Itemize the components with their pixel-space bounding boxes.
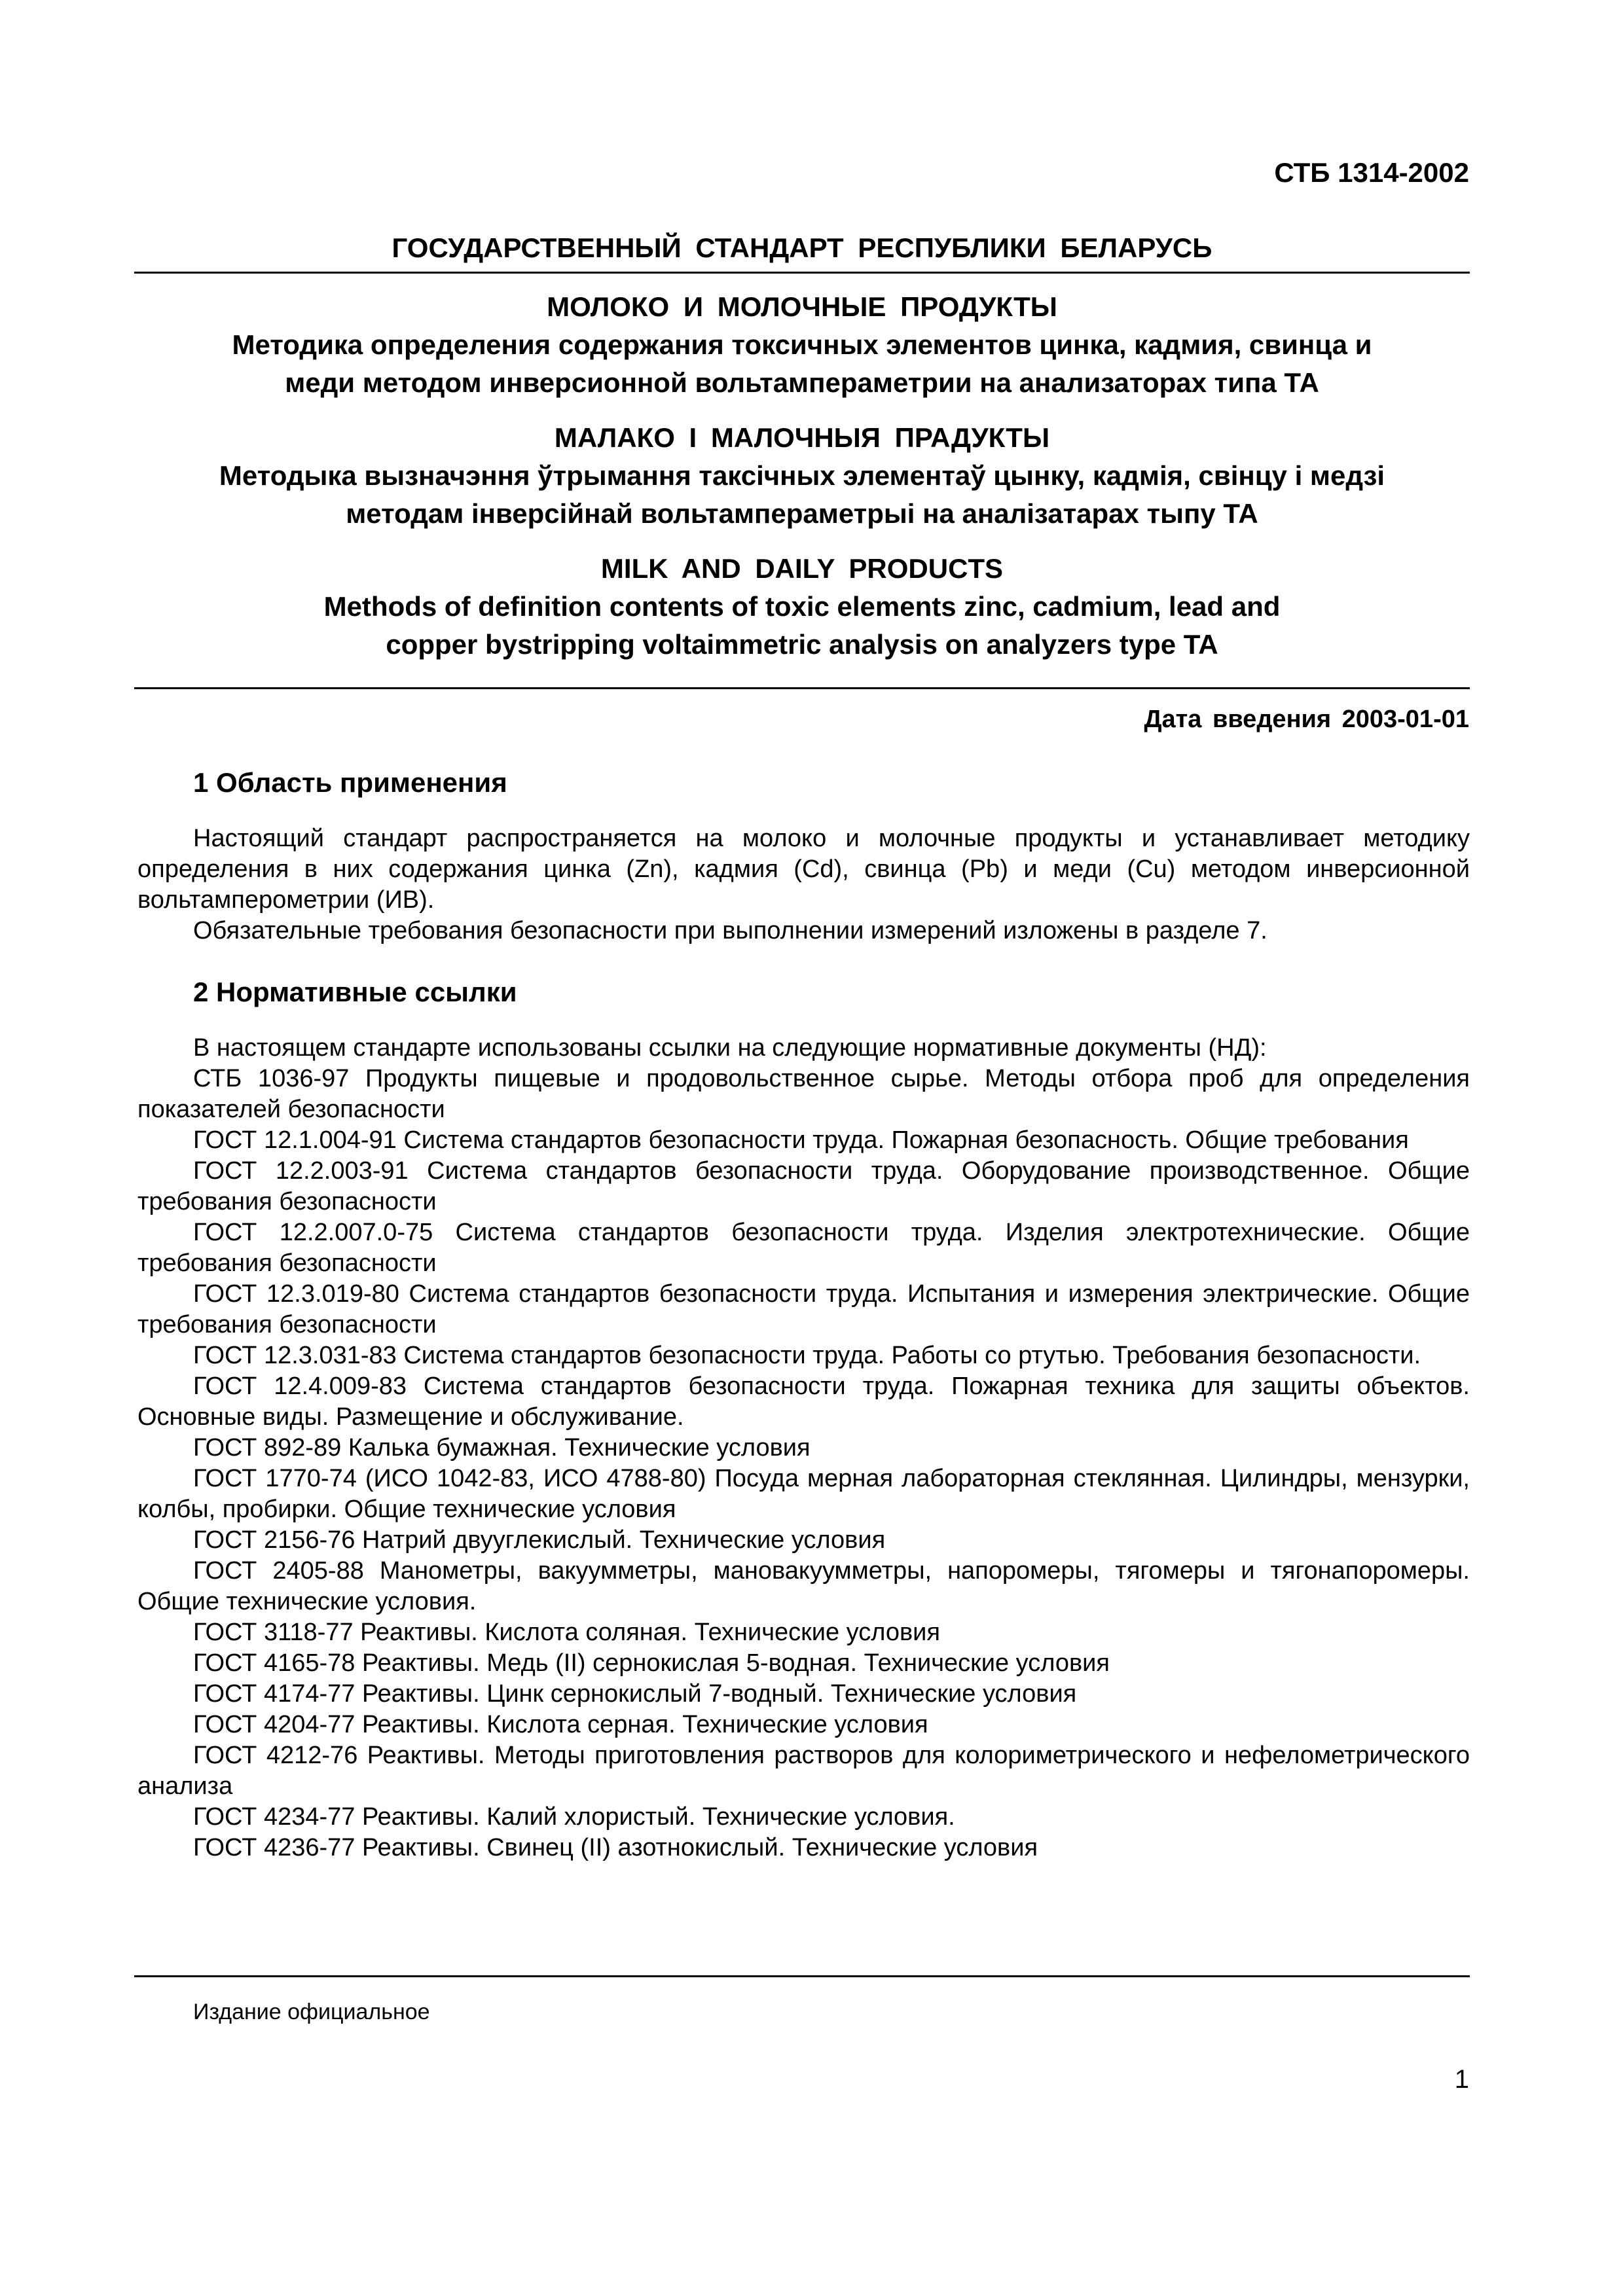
title-belarusian — [134, 419, 1470, 533]
title-english-main: MILK AND DAILY PRODUCTS — [600, 553, 1004, 584]
page-number: 1 — [1454, 2065, 1469, 2094]
reference-item: ГОСТ 4236-77 Реактивы. Свинец (II) азотнокислый. Технические условия — [193, 1834, 1038, 1861]
paragraph: Настоящий стандарт распространяется на молоко и молочные продукты и устанавливает методику определения в них содержания цинка (Zn), кадмия (Cd), свинца (Pb) и меди (Cu) методом инверсионной вольтамперометрии (ИВ). — [137, 825, 1470, 914]
reference-item: СТБ 1036-97 Продукты пищевые и продовольственное сырье. Методы отбора проб для определения показателей безопасности — [137, 1065, 1470, 1123]
title-russian-main: МОЛОКО И МОЛОЧНЫЕ ПРОДУКТЫ — [547, 291, 1057, 322]
reference-item: ГОСТ 2156-76 Натрий двууглекислый. Технические условия — [193, 1526, 886, 1554]
title-english-line1: Methods of definition contents of toxic elements zinc, cadmium, lead and — [323, 591, 1281, 622]
paragraph: В настоящем стандарте использованы ссылки на следующие нормативные документы (НД): — [193, 1034, 1267, 1062]
title-english-line2: copper bystripping voltaimmetric analysis on analyzers type TA — [386, 629, 1218, 660]
reference-item: ГОСТ 4165-78 Реактивы. Медь (II) сернокислая 5-водная. Технические условия — [193, 1649, 1110, 1677]
section-2-body — [137, 1033, 1470, 1863]
divider-middle — [134, 687, 1470, 689]
reference-item: ГОСТ 4204-77 Реактивы. Кислота серная. Технические условия — [193, 1711, 928, 1738]
state-standard-title: ГОСУДАРСТВЕННЫЙ СТАНДАРТ РЕСПУБЛИКИ БЕЛАРУСЬ — [392, 232, 1213, 263]
title-english — [134, 550, 1470, 664]
reference-item: ГОСТ 12.4.009-83 Система стандартов безопасности труда. Пожарная техника для защиты объектов. Основные виды. Размещение и обслуживание. — [137, 1372, 1470, 1431]
reference-item: ГОСТ 892-89 Калька бумажная. Технические условия — [193, 1434, 811, 1462]
title-russian — [134, 288, 1470, 402]
introduction-date: Дата введения 2003-01-01 — [1144, 706, 1469, 733]
title-russian-line1: Методика определения содержания токсичных элементов цинка, кадмия, свинца и — [232, 329, 1372, 360]
title-belarusian-line2: методам інверсійнай вольтампераметрыі на аналізатарах тыпу ТА — [346, 498, 1258, 529]
title-belarusian-line1: Методыка вызначэння ўтрымання таксічных элементаў цынку, кадмія, свінцу і медзі — [219, 460, 1385, 491]
reference-item: ГОСТ 12.2.003-91 Система стандартов безопасности труда. Оборудование производственное. Общие требования безопасности — [137, 1157, 1470, 1215]
reference-item: ГОСТ 1770-74 (ИСО 1042-83, ИСО 4788-80) Посуда мерная лабораторная стеклянная. Цилиндры, мензурки, колбы, пробирки. Общие технические условия — [137, 1465, 1470, 1523]
section-1-title: 1 Область применения — [193, 767, 507, 798]
paragraph: Обязательные требования безопасности при выполнении измерений изложены в разделе 7. — [193, 917, 1267, 944]
reference-item: ГОСТ 4234-77 Реактивы. Калий хлористый. Технические условия. — [193, 1803, 955, 1831]
reference-item: ГОСТ 12.2.007.0-75 Система стандартов безопасности труда. Изделия электротехнические. Общие требования безопасности — [137, 1219, 1470, 1277]
reference-item: ГОСТ 4174-77 Реактивы. Цинк сернокислый 7-водный. Технические условия — [193, 1680, 1077, 1708]
reference-item: ГОСТ 4212-76 Реактивы. Методы приготовления растворов для колориметрического и нефелометрического анализа — [137, 1742, 1470, 1800]
reference-item: ГОСТ 12.1.004-91 Система стандартов безопасности труда. Пожарная безопасность. Общие требования — [193, 1126, 1409, 1154]
edition-note: Издание официальное — [193, 2000, 430, 2024]
reference-item: ГОСТ 12.3.019-80 Система стандартов безопасности труда. Испытания и измерения электрические. Общие требования безопасности — [137, 1280, 1470, 1338]
title-belarusian-main: МАЛАКО І МАЛОЧНЫЯ ПРАДУКТЫ — [554, 422, 1050, 453]
reference-item: ГОСТ 12.3.031-83 Система стандартов безопасности труда. Работы со ртутью. Требования безопасности. — [193, 1342, 1421, 1369]
divider-footer — [134, 1975, 1470, 1977]
section-1-body — [137, 823, 1470, 946]
document-code: СТБ 1314-2002 — [1274, 157, 1469, 188]
divider-top — [134, 272, 1470, 274]
section-2-title: 2 Нормативные ссылки — [193, 977, 517, 1007]
title-russian-line2: меди методом инверсионной вольтампераметрии на анализаторах типа ТА — [285, 367, 1319, 398]
reference-item: ГОСТ 3118-77 Реактивы. Кислота соляная. Технические условия — [193, 1619, 940, 1646]
reference-item: ГОСТ 2405-88 Манометры, вакуумметры, мановакуумметры, напоромеры, тягомеры и тягонапоромеры. Общие технические условия. — [137, 1557, 1470, 1615]
